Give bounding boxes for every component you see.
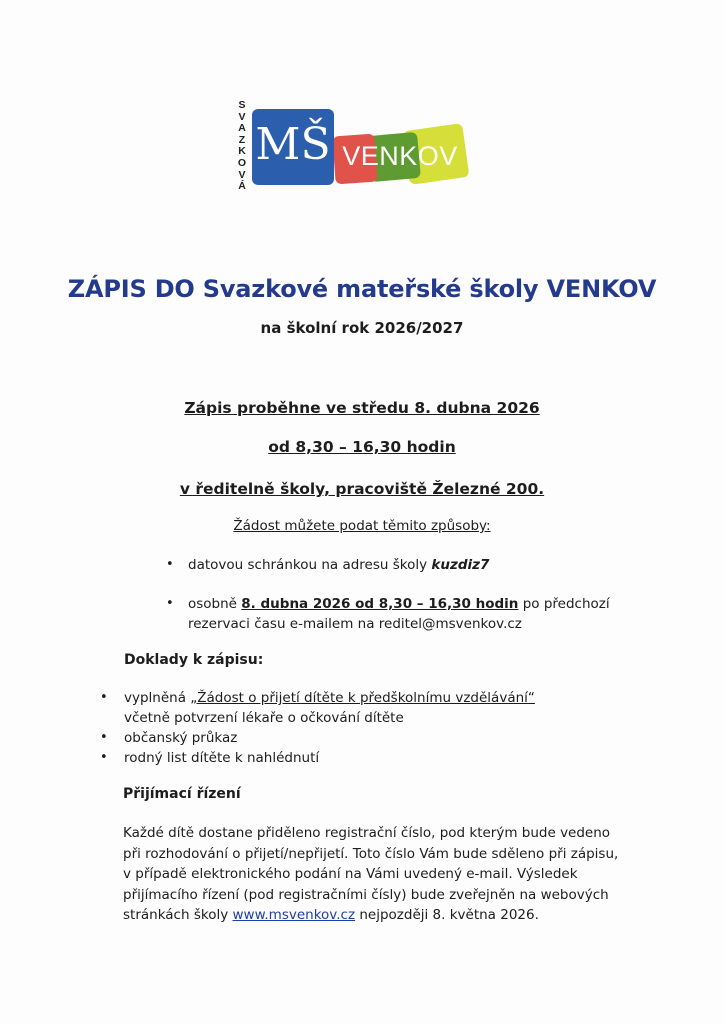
documents-heading: Doklady k zápisu: (124, 652, 264, 668)
list-item: • osobně 8. dubna 2026 od 8,30 – 16,30 hodin po předchozí rezervaci času e-mailem na reditel@msvenkov.cz (188, 594, 648, 634)
list-item: • rodný list dítěte k nahlédnutí (124, 748, 564, 768)
logo-vertical-letter: A (238, 122, 246, 135)
list-item: • vyplněná „Žádost o přijetí dítěte k předškolnímu vzdělávání“ včetně potvrzení lékaře o očkování dítěte (124, 688, 564, 728)
submission-heading: Žádost můžete podat těmito způsoby: (233, 518, 491, 534)
logo-ms-text: MŠ (255, 119, 331, 170)
page-title: ZÁPIS DO Svazkové mateřské školy VENKOV (67, 275, 657, 303)
admission-text: Každé dítě dostane přiděleno registrační číslo, pod kterým bude vedeno při rozhodování o přijetí/nepřijetí. Toto číslo Vám bude sděleno při zápisu, v případě elektronického podání na Vámi uvedený e-mail. Výsledek přijímacího řízení (pod registračními čísly) bude zveřejněn na webových stránkách školy www.msvenkov.cz nejpozději 8. května 2026. (123, 825, 619, 924)
documents-list (124, 688, 564, 768)
logo-vertical-letter: S (238, 99, 246, 111)
logo-vertical-letter: O (237, 156, 247, 169)
enrollment-hours: od 8,30 – 16,30 hodin (268, 438, 456, 456)
in-person-datetime: 8. dubna 2026 od 8,30 – 16,30 hodin (241, 596, 519, 612)
data-box-code: kuzdiz7 (431, 557, 490, 573)
logo-vertical-letter: V (238, 168, 246, 181)
logo-vertical-letter: Z (238, 133, 246, 146)
application-form-name: „Žádost o přijetí dítěte k předškolnímu vzdělávání“ (190, 690, 535, 706)
logo-vertical-letter: V (238, 110, 246, 123)
logo-venkov-text: VENKOV (342, 141, 458, 171)
list-item: • občanský průkaz (124, 728, 564, 748)
school-website-link[interactable]: www.msvenkov.cz (232, 907, 356, 924)
enrollment-date: Zápis proběhne ve středu 8. dubna 2026 (184, 399, 540, 417)
logo-vertical-letter: Á (238, 180, 246, 193)
logo-vertical-text (235, 100, 249, 193)
list-item: • datovou schránkou na adresu školy kuzdiz7 (188, 555, 648, 575)
enrollment-location: v ředitelně školy, pracoviště Železné 200. (179, 480, 545, 498)
submission-methods (188, 555, 648, 653)
logo-vertical-letter: K (238, 145, 246, 158)
admission-heading: Přijímací řízení (123, 786, 241, 802)
school-year: na školní rok 2026/2027 (260, 319, 464, 337)
